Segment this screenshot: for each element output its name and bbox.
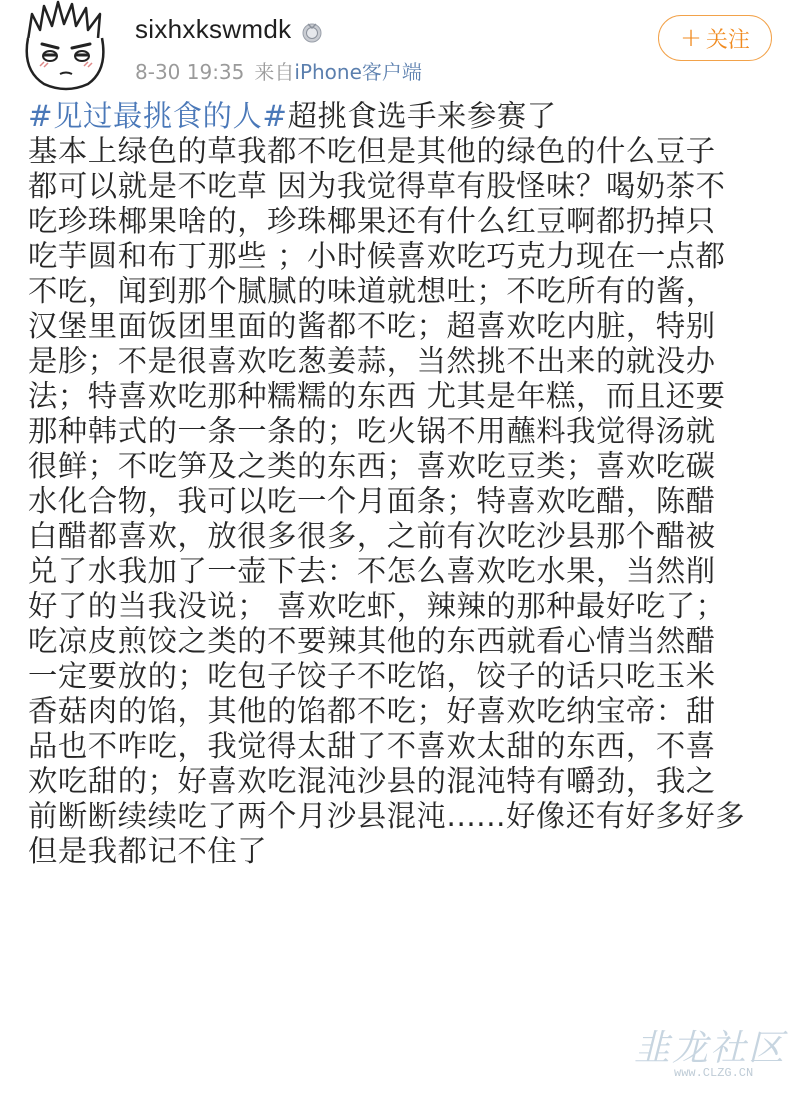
post-line-first [28, 99, 780, 134]
watermark-url: www.CLZG.CN [674, 1066, 754, 1080]
post-line: 基本上绿色的草我都不吃但是其他的绿色的什么豆子 [28, 134, 716, 168]
username-text[interactable]: sixhxkswmdk [135, 14, 292, 44]
post-line: 汉堡里面饭团里面的酱都不吃；超喜欢吃内脏，特别 [28, 309, 716, 343]
post-line: 吃凉皮煎饺之类的不要辣其他的东西就看心情当然醋 [28, 624, 716, 658]
post-line: 但是我都记不住了 [28, 834, 268, 868]
avatar[interactable] [14, 0, 118, 92]
post-line: 品也不咋吃，我觉得太甜了不喜欢太甜的东西，不喜 [28, 729, 716, 763]
post-body [28, 99, 780, 869]
post-line-first-rest: 超挑食选手来参赛了 [287, 99, 557, 133]
cartoon-face-avatar-icon [14, 0, 118, 92]
follow-button[interactable] [658, 15, 772, 61]
plus-icon: + [680, 23, 702, 53]
post-line: 不吃，闻到那个腻腻的味道就想吐；不吃所有的酱， [28, 274, 716, 308]
follow-label: 关注 [705, 27, 750, 53]
post-date: 8-30 19:35 [135, 60, 245, 84]
medal-badge-icon [301, 19, 323, 41]
post-line: 是胗；不是很喜欢吃葱姜蒜，当然挑不出来的就没办 [28, 344, 716, 378]
post-line: 好了的当我没说； 喜欢吃虾，辣辣的那种最好吃了； [28, 589, 726, 623]
post-meta [135, 56, 422, 85]
post-line: 白醋都喜欢，放很多很多，之前有次吃沙县那个醋被 [28, 519, 716, 553]
post-line: 水化合物，我可以吃一个月面条；特喜欢吃醋，陈醋 [28, 484, 716, 518]
post-line: 兑了水我加了一壶下去：不怎么喜欢吃水果，当然削 [28, 554, 716, 588]
username[interactable] [135, 14, 323, 45]
watermark-logo-text: 韭龙社区 [634, 1028, 787, 1069]
post-line: 吃芋圆和布丁那些 ；小时候喜欢吃巧克力现在一点都 [28, 239, 726, 273]
post-line: 那种韩式的一条一条的；吃火锅不用蘸料我觉得汤就 [28, 414, 716, 448]
post-line: 吃珍珠椰果啥的，珍珠椰果还有什么红豆啊都扔掉只 [28, 204, 716, 238]
source-prefix: 来自 [254, 60, 295, 84]
post-line: 香菇肉的馅，其他的馅都不吃；好喜欢吃纳宝帝：甜 [28, 694, 716, 728]
hashtag-link[interactable]: #见过最挑食的人# [28, 99, 288, 133]
source-app-link[interactable]: iPhone客户端 [294, 60, 422, 84]
post-header [0, 0, 800, 95]
site-watermark [604, 1020, 794, 1090]
post-line: 法；特喜欢吃那种糯糯的东西 尤其是年糕，而且还要 [28, 379, 726, 413]
post-line: 一定要放的；吃包子饺子不吃馅，饺子的话只吃玉米 [28, 659, 716, 693]
post-line: 欢吃甜的；好喜欢吃混沌沙县的混沌特有嚼劲，我之 [28, 764, 716, 798]
post-text [28, 99, 780, 869]
post-line: 都可以就是不吃草 因为我觉得草有股怪味？喝奶茶不 [28, 169, 726, 203]
post-line: 前断断续续吃了两个月沙县混沌......好像还有好多好多 [28, 799, 746, 833]
post-line: 很鲜；不吃笋及之类的东西；喜欢吃豆类；喜欢吃碳 [28, 449, 716, 483]
